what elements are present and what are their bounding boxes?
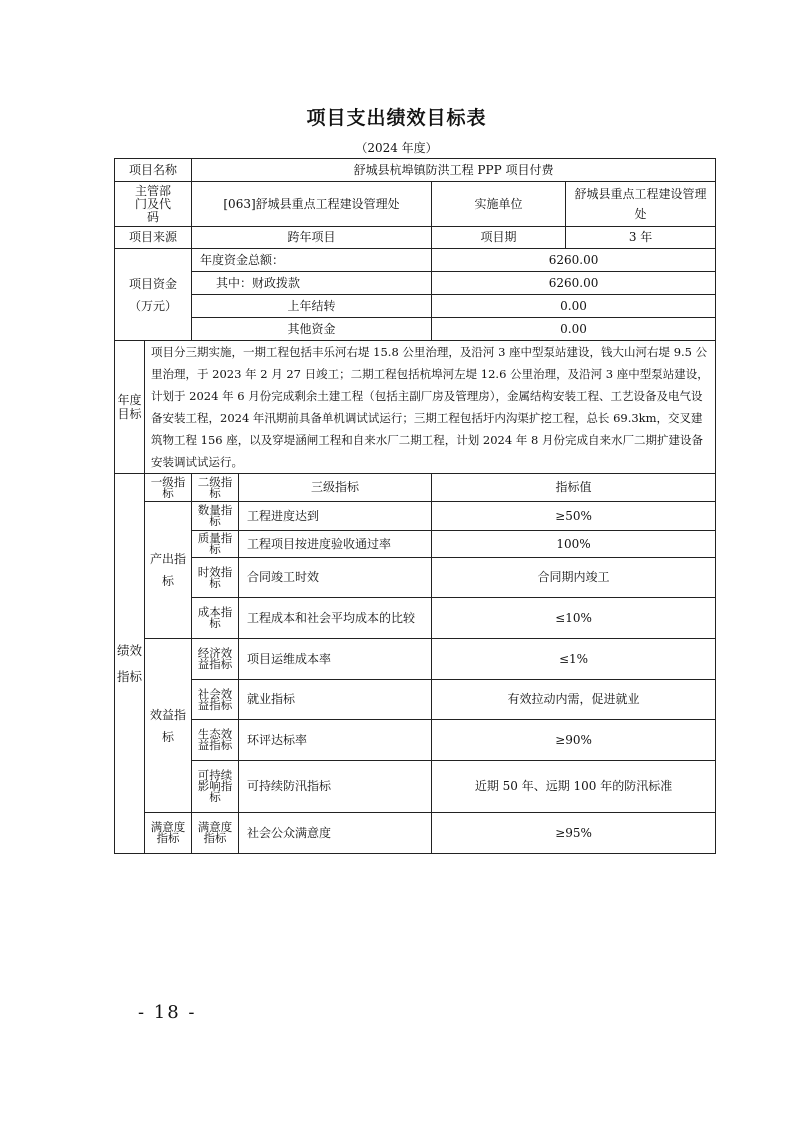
header-value: 指标值 <box>432 474 716 502</box>
table-row <box>115 813 716 854</box>
value-cell: 有效拉动内需，促进就业 <box>432 680 716 720</box>
group-output: 产出指标 <box>145 502 192 639</box>
performance-target-table <box>114 158 716 854</box>
funds-row-value: 0.00 <box>432 295 716 318</box>
value-cell: ≤1% <box>432 639 716 680</box>
funds-row-value: 0.00 <box>432 318 716 341</box>
table-row <box>115 598 716 639</box>
value-cell: ≤10% <box>432 598 716 639</box>
period-label: 项目期 <box>432 227 566 249</box>
funds-row-value: 6260.00 <box>432 249 716 272</box>
page-title: 项目支出绩效目标表 <box>306 107 487 129</box>
fiscal-year: （2024 年度） <box>355 141 438 155</box>
header-level1: 一级指标 <box>145 474 192 502</box>
level2-cell: 满意度指标 <box>192 813 239 854</box>
level2-cell: 数量指标 <box>192 502 239 531</box>
level3-cell: 环评达标率 <box>239 720 432 761</box>
level2-cell: 成本指标 <box>192 598 239 639</box>
table-row <box>115 474 716 502</box>
funds-row-label: 年度资金总额： <box>192 249 432 272</box>
table-row <box>115 502 716 531</box>
table-row <box>115 249 716 272</box>
value-cell: ≥90% <box>432 720 716 761</box>
level2-cell: 生态效益指标 <box>192 720 239 761</box>
level3-cell: 就业指标 <box>239 680 432 720</box>
table-row <box>115 558 716 598</box>
project-name-label: 项目名称 <box>115 159 192 182</box>
table-row <box>115 227 716 249</box>
level2-cell: 经济效益指标 <box>192 639 239 680</box>
level2-cell: 时效指标 <box>192 558 239 598</box>
impl-unit-label: 实施单位 <box>432 182 566 227</box>
impl-unit-value: 舒城县重点工程建设管理处 <box>566 182 716 227</box>
funds-row-value: 6260.00 <box>432 272 716 295</box>
dept-value: [063]舒城县重点工程建设管理处 <box>192 182 432 227</box>
table-row <box>115 720 716 761</box>
source-label: 项目来源 <box>115 227 192 249</box>
table-row <box>115 341 716 474</box>
table-row <box>115 318 716 341</box>
funds-row-label: 其他资金 <box>192 318 432 341</box>
source-value: 跨年项目 <box>192 227 432 249</box>
level3-cell: 工程进度达到 <box>239 502 432 531</box>
table-row <box>115 182 716 227</box>
level3-cell: 项目运维成本率 <box>239 639 432 680</box>
funds-row-label: 其中：财政拨款 <box>192 272 432 295</box>
level3-cell: 工程项目按进度验收通过率 <box>239 531 432 558</box>
annual-goal-label: 年度目标 <box>115 341 145 474</box>
level2-cell: 社会效益指标 <box>192 680 239 720</box>
value-cell: ≥95% <box>432 813 716 854</box>
indicators-label: 绩效指标 <box>115 474 145 854</box>
header-level2: 二级指标 <box>192 474 239 502</box>
value-cell: 近期 50 年、远期 100 年的防汛标准 <box>432 761 716 813</box>
value-cell: 100% <box>432 531 716 558</box>
table-row <box>115 295 716 318</box>
period-value: 3 年 <box>566 227 716 249</box>
group-benefit: 效益指标 <box>145 639 192 813</box>
level3-cell: 工程成本和社会平均成本的比较 <box>239 598 432 639</box>
funds-label: 项目资金（万元） <box>115 249 192 341</box>
table-row <box>115 272 716 295</box>
funds-row-label: 上年结转 <box>192 295 432 318</box>
level2-cell: 可持续影响指标 <box>192 761 239 813</box>
table-row <box>115 761 716 813</box>
table-row <box>115 639 716 680</box>
table-row <box>115 159 716 182</box>
group-satisfaction: 满意度指标 <box>145 813 192 854</box>
annual-goal-text: 项目分三期实施，一期工程包括丰乐河右堤 15.8 公里治理，及沿河 3 座中型泵站建设，钱大山河右堤 9.5 公里治理，于 2023 年 2 月 27 日竣工；二期工程包括杭埠河左堤 12.6 公里治理，及沿河 3 座中型泵站建设，计划于 2024 年 6 月份完成剩余土建工程（包括主副厂房及管理房），金属结构安装工程、工艺设备及电气设备安装工程，2024 年汛期前具备单机调试试运行；三期工程包括圩内沟渠扩挖工程，总长 69.3km，交叉建筑物工程 156 座，以及穿堤涵闸工程和自来水厂二期工程，计划 2024 年 8 月份完成自来水厂二期扩建设备安装调试试运行。 <box>145 341 716 474</box>
header-level3: 三级指标 <box>239 474 432 502</box>
dept-label: 主管部门及代码 <box>115 182 192 227</box>
level2-cell: 质量指标 <box>192 531 239 558</box>
level3-cell: 合同竣工时效 <box>239 558 432 598</box>
value-cell: ≥50% <box>432 502 716 531</box>
page-number: - 18 - <box>138 1002 197 1023</box>
project-name-value: 舒城县杭埠镇防洪工程 PPP 项目付费 <box>192 159 716 182</box>
value-cell: 合同期内竣工 <box>432 558 716 598</box>
table-row <box>115 531 716 558</box>
level3-cell: 社会公众满意度 <box>239 813 432 854</box>
level3-cell: 可持续防汛指标 <box>239 761 432 813</box>
table-row <box>115 680 716 720</box>
